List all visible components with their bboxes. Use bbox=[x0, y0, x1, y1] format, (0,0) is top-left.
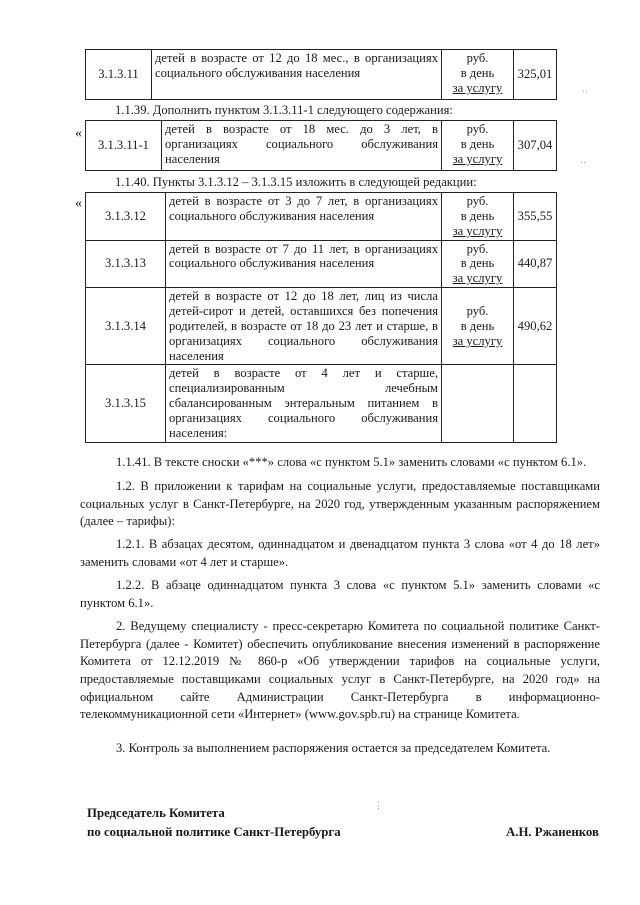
tariff-table-1 bbox=[85, 49, 557, 100]
row-value: 355,55 bbox=[514, 193, 557, 241]
tariff-table-3 bbox=[85, 192, 557, 443]
paragraph-text: 1.2.1. В абзацах десятом, одиннадцатом и двенадцатом пункта 3 слова «от 4 до 18 лет» заменить словами «от 4 лет и старше». bbox=[80, 537, 600, 569]
unit-line: руб. bbox=[466, 304, 489, 319]
row-code: 3.1.3.13 bbox=[86, 240, 166, 288]
table-row bbox=[86, 50, 557, 100]
row-code: 3.1.3.14 bbox=[86, 288, 166, 365]
row-unit bbox=[442, 365, 514, 442]
row-description: детей в возрасте от 12 до 18 мес., в организациях социального обслуживания населения bbox=[152, 50, 442, 100]
tariff-table-2 bbox=[85, 120, 557, 171]
table-row bbox=[86, 288, 557, 365]
paragraph-text: 1.1.41. В тексте сноски «***» слова «с пунктом 5.1» заменить словами «с пунктом 6.1». bbox=[116, 455, 587, 469]
opening-quote: « bbox=[75, 196, 82, 211]
paragraph-text: 1.2. В приложении к тарифам на социальные услуги, предоставляемые поставщиками социальных услуг в Санкт-Петербурге, на 2020 год, утвержденным указанным распоряжением (далее – тарифы): bbox=[80, 479, 600, 529]
row-value: 325,01 bbox=[514, 50, 557, 100]
signatory-name: А.Н. Ржаненков bbox=[506, 825, 599, 839]
row-code: 3.1.3.11 bbox=[86, 50, 152, 100]
paragraph-text: 3. Контроль за выполнением распоряжения остается за председателем Комитета. bbox=[116, 741, 551, 755]
table-row bbox=[86, 121, 557, 171]
unit-line: руб. bbox=[466, 241, 489, 256]
row-code: 3.1.3.15 bbox=[86, 365, 166, 442]
paragraph-1-2-2 bbox=[80, 577, 600, 612]
scan-mark: ‥ bbox=[580, 155, 587, 165]
unit-line: за услугу bbox=[452, 223, 503, 238]
unit-line: в день bbox=[460, 65, 495, 80]
paragraph-1-1-41 bbox=[80, 455, 600, 470]
row-value: 490,62 bbox=[514, 288, 557, 365]
paragraph-text: 1.2.2. В абзаце одиннадцатом пункта 3 слова «с пунктом 5.1» заменить словами «с пунктом 6.1». bbox=[80, 578, 600, 610]
table-row bbox=[86, 365, 557, 442]
unit-line: руб. bbox=[466, 122, 489, 136]
row-value: 440,87 bbox=[514, 240, 557, 288]
row-description: детей в возрасте от 3 до 7 лет, в организациях социального обслуживания населения bbox=[166, 193, 442, 241]
unit-line: в день bbox=[460, 318, 495, 333]
row-code: 3.1.3.12 bbox=[86, 193, 166, 241]
row-value: 307,04 bbox=[514, 121, 557, 171]
scan-mark: ⋮ bbox=[374, 800, 383, 810]
signature-title-line-1: Председатель Комитета bbox=[87, 806, 225, 820]
paragraph-1-2-1 bbox=[80, 536, 600, 571]
unit-line: за услугу bbox=[452, 80, 503, 95]
unit-line: за услугу bbox=[452, 151, 503, 166]
row-description: детей в возрасте от 4 лет и старше, специализированным лечебным сбалансированным энтеральным питанием в организациях социального обслуживания населения: bbox=[166, 365, 442, 442]
row-unit bbox=[442, 288, 514, 365]
unit-line: в день bbox=[460, 136, 495, 151]
row-unit bbox=[442, 50, 514, 100]
paragraph-3 bbox=[80, 741, 600, 756]
paragraph-2 bbox=[80, 618, 600, 724]
table-row bbox=[86, 193, 557, 241]
unit-line: за услугу bbox=[452, 271, 503, 286]
unit-line: в день bbox=[460, 256, 495, 271]
signature-title-line-2: по социальной политике Санкт-Петербурга bbox=[87, 825, 341, 839]
row-description: детей в возрасте от 18 мес. до 3 лет, в организациях социального обслуживания населения bbox=[162, 121, 442, 171]
unit-line: в день bbox=[460, 208, 495, 223]
unit-line: за услугу bbox=[452, 333, 503, 348]
row-value bbox=[514, 365, 557, 442]
unit-line: руб. bbox=[466, 51, 489, 65]
paragraph-text: 2. Ведущему специалисту - пресс-секретарю Комитета по социальной политике Санкт-Петербурга (далее - Комитет) обеспечить опубликование внесения изменений в распоряжение Комитета от 12.12.2019 № 860-р «Об утверждении тарифов на социальные услуги, предоставляемые поставщиками социальных услуг в Санкт-Петербурге, на 2020 год» на официальном сайте Администрации Санкт-Петербурга в информационно-телекоммуникационной сети «Интернет» (www.gov.spb.ru) на странице Комитета. bbox=[80, 619, 600, 722]
row-unit bbox=[442, 121, 514, 171]
opening-quote: « bbox=[75, 126, 82, 141]
unit-line: руб. bbox=[466, 194, 489, 208]
row-unit bbox=[442, 240, 514, 288]
row-code: 3.1.3.11-1 bbox=[86, 121, 162, 171]
table-row bbox=[86, 240, 557, 288]
row-description: детей в возрасте от 12 до 18 лет, лиц из числа детей-сирот и детей, оставшихся без попечения родителей, в возрасте от 18 до 23 лет и старше, в организациях социального обслуживания населения bbox=[166, 288, 442, 365]
scan-mark: ‥ bbox=[582, 84, 589, 94]
row-description: детей в возрасте от 7 до 11 лет, в организациях социального обслуживания населения bbox=[166, 240, 442, 288]
item-1-1-39: 1.1.39. Дополнить пунктом 3.1.3.11-1 следующего содержания: bbox=[115, 103, 453, 117]
row-unit bbox=[442, 193, 514, 241]
item-1-1-40: 1.1.40. Пункты 3.1.3.12 – 3.1.3.15 изложить в следующей редакции: bbox=[115, 175, 477, 189]
paragraph-1-2 bbox=[80, 478, 600, 531]
